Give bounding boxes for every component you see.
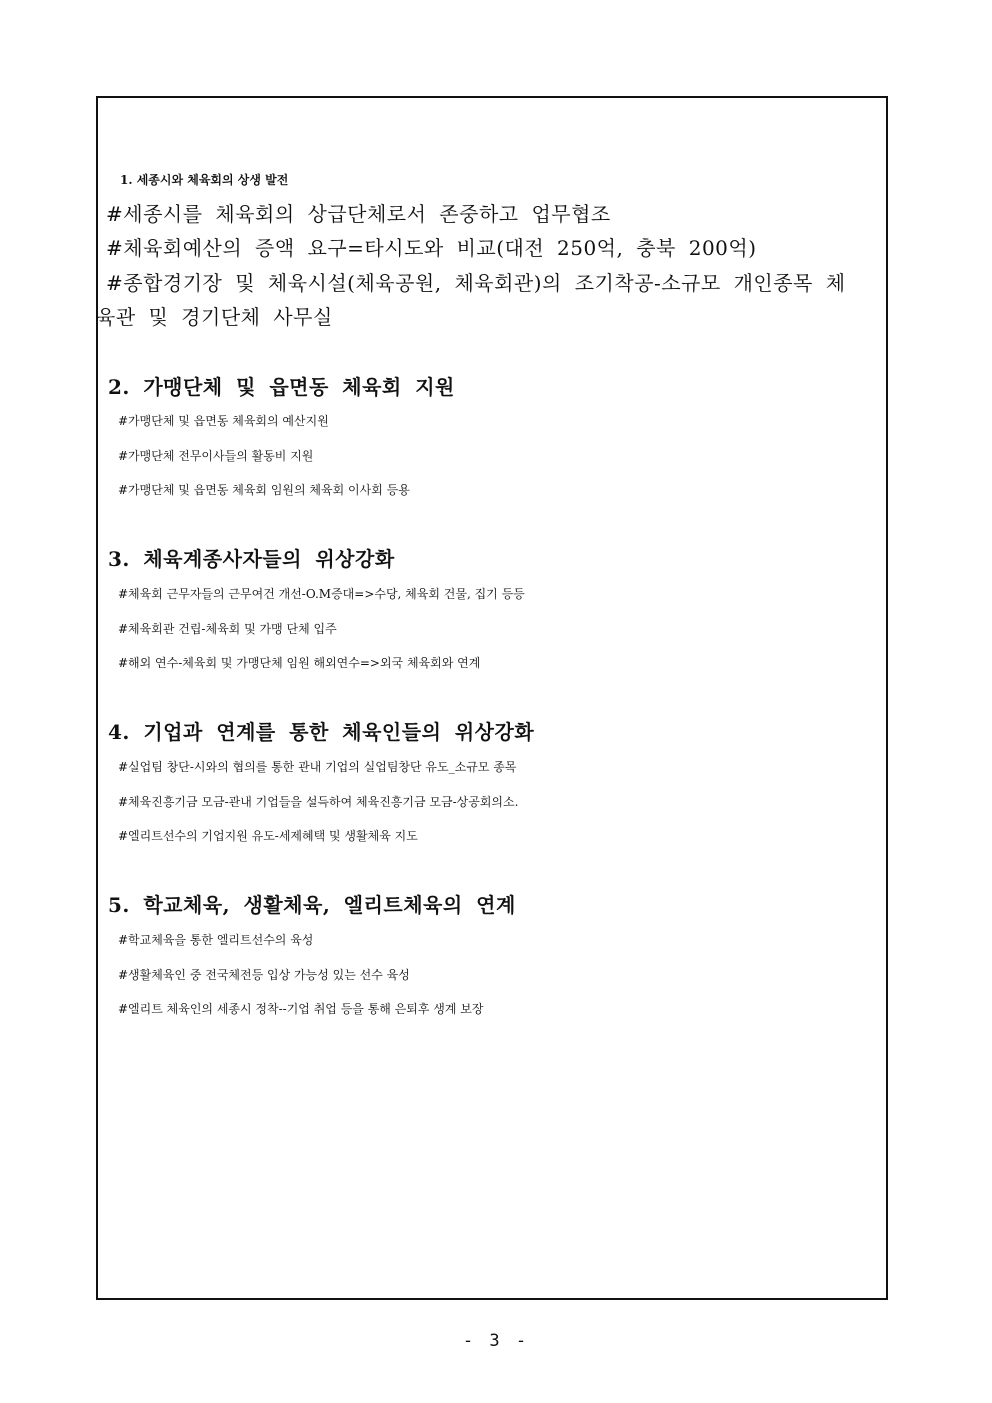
section-4-heading: 4. 기업과 연계를 통한 체육인들의 위상강화 bbox=[108, 720, 535, 744]
page-number: - 3 - bbox=[462, 1331, 530, 1351]
section-3-item-3: #해외 연수-체육회 및 가맹단체 임원 해외연수=>외국 체육회와 연계 bbox=[118, 656, 481, 670]
section-4-item-1: #실업팀 창단-시와의 협의를 통한 관내 기업의 실업팀창단 유도_소규모 종목 bbox=[118, 760, 517, 774]
section-1-item-2: #체육회예산의 증액 요구=타시도와 비교(대전 250억, 충북 200억) bbox=[106, 236, 757, 260]
section-4-item-2: #체육진흥기금 모금-관내 기업들을 설득하여 체육진흥기금 모금-상공회의소. bbox=[118, 795, 519, 809]
section-1-item-3: #종합경기장 및 체육시설(체육공원, 체육회관)의 조기착공-소규모 개인종목 체 bbox=[106, 271, 846, 295]
section-1-item-3-cont: 육관 및 경기단체 사무실 bbox=[96, 305, 333, 329]
section-3-item-1: #체육회 근무자들의 근무여건 개선-O.M증대=>수당, 체육회 건물, 집기 등등 bbox=[118, 587, 525, 601]
section-2-item-2: #가맹단체 전무이사들의 활동비 지원 bbox=[118, 449, 314, 463]
section-2-item-3: #가맹단체 및 읍면동 체육회 임원의 체육회 이사회 등용 bbox=[118, 483, 410, 497]
section-1-heading: 1. 세종시와 체육회의 상생 발전 bbox=[120, 173, 289, 187]
section-1-item-1: #세종시를 체육회의 상급단체로서 존중하고 업무협조 bbox=[106, 202, 611, 226]
section-2-item-1: #가맹단체 및 읍면동 체육회의 예산지원 bbox=[118, 414, 329, 428]
section-5-item-1: #학교체육을 통한 엘리트선수의 육성 bbox=[118, 933, 314, 947]
section-5-heading: 5. 학교체육, 생활체육, 엘리트체육의 연계 bbox=[108, 893, 516, 917]
section-2-heading: 2. 가맹단체 및 읍면동 체육회 지원 bbox=[108, 375, 455, 399]
section-4-item-3: #엘리트선수의 기업지원 유도-세제혜택 및 생활체육 지도 bbox=[118, 829, 418, 843]
section-5-item-3: #엘리트 체육인의 세종시 정착--기업 취업 등을 통해 은퇴후 생계 보장 bbox=[118, 1002, 484, 1016]
section-3-heading: 3. 체육계종사자들의 위상강화 bbox=[108, 547, 395, 571]
section-5-item-2: #생활체육인 중 전국체전등 입상 가능성 있는 선수 육성 bbox=[118, 968, 410, 982]
section-3-item-2: #체육회관 건립-체육회 및 가맹 단체 입주 bbox=[118, 622, 337, 636]
